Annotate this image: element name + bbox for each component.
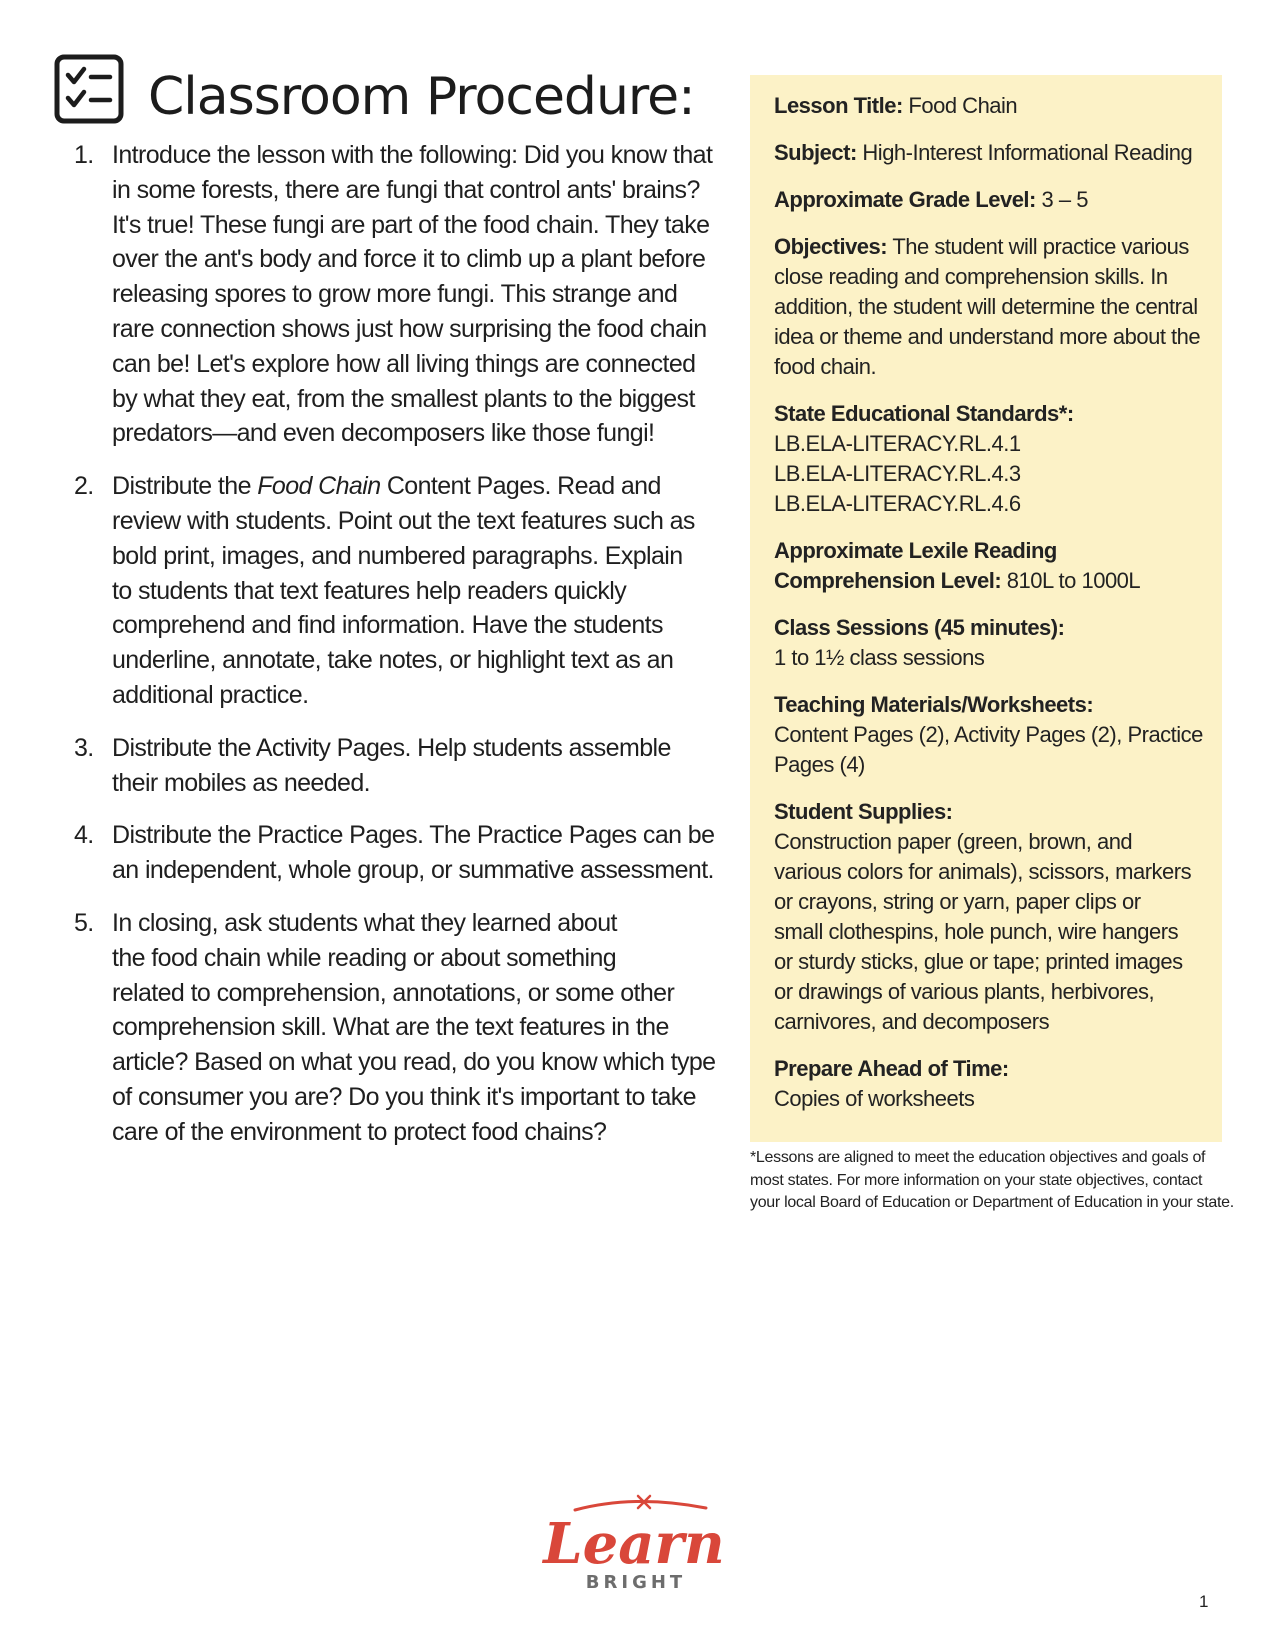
checklist-icon: [54, 54, 124, 124]
step-text-fragment: Distribute the: [112, 472, 258, 501]
standard-code: LB.ELA-LITERACY.RL.4.6: [774, 491, 1021, 516]
step-text-line: Distribute the Practice Pages. The Practice Pages can be: [112, 821, 715, 850]
objectives-field: [774, 232, 1204, 382]
logo-wordmark: Learn: [543, 1511, 725, 1577]
footnote-line: *Lessons are aligned to meet the education objectives and goals of: [750, 1149, 1206, 1166]
field-label: Student Supplies:: [774, 799, 953, 824]
teaching-materials-field: [774, 690, 1204, 780]
step-text-line: [112, 469, 730, 504]
step-number: 3.: [74, 733, 94, 762]
field-value: or crayons, string or yarn, paper clips or: [774, 889, 1141, 914]
field-value: Content Pages (2), Activity Pages (2), Practice: [774, 722, 1203, 747]
step-text-line: by what they eat, from the smallest plants to the biggest: [112, 384, 695, 413]
step-text-line: releasing spores to grow more fungi. This strange and: [112, 280, 678, 309]
procedure-list: [70, 138, 730, 1168]
field-value: small clothespins, hole punch, wire hangers: [774, 919, 1179, 944]
step-text-line: article? Based on what you read, do you know which type: [112, 1048, 716, 1077]
lexile-field: [774, 536, 1204, 596]
step-text-line: their mobiles as needed.: [112, 768, 370, 797]
field-value: food chain.: [774, 354, 877, 379]
procedure-step-3: [70, 731, 730, 801]
field-value: or sturdy sticks, glue or tape; printed images: [774, 949, 1183, 974]
grade-level-field: [774, 185, 1204, 215]
step-text-line: of consumer you are? Do you think it's important to take: [112, 1082, 696, 1111]
step-text-line: Distribute the Activity Pages. Help students assemble: [112, 733, 671, 762]
step-text-line: In closing, ask students what they learned about: [112, 908, 617, 937]
page-title: Classroom Procedure:: [148, 67, 695, 127]
step-text-line: an independent, whole group, or summative assessment.: [112, 856, 714, 885]
field-value: idea or theme and understand more about the: [774, 324, 1201, 349]
student-supplies-field: [774, 797, 1204, 1037]
step-text-line: underline, annotate, take notes, or highlight text as an: [112, 646, 674, 675]
field-label: Teaching Materials/Worksheets:: [774, 692, 1094, 717]
field-label: Objectives:: [774, 234, 888, 259]
field-value: or drawings of various plants, herbivores,: [774, 979, 1155, 1004]
procedure-step-4: [70, 818, 730, 888]
class-sessions-field: [774, 613, 1204, 673]
standards-field: [774, 399, 1204, 519]
step-text-fragment: Content Pages. Read and: [380, 472, 661, 501]
step-text-line: predators—and even decomposers like those fungi!: [112, 419, 655, 448]
step-text-line: Introduce the lesson with the following: Did you know that: [112, 141, 713, 169]
step-number: 2.: [74, 472, 94, 501]
field-label: Prepare Ahead of Time:: [774, 1056, 1009, 1081]
procedure-step-2: [70, 469, 730, 713]
field-value: Food Chain: [908, 93, 1018, 118]
field-value: Construction paper (green, brown, and: [774, 829, 1133, 854]
step-number: 5.: [74, 908, 94, 937]
step-text-line: in some forests, there are fungi that control ants' brains?: [112, 175, 700, 204]
lesson-info-panel: [750, 75, 1222, 1142]
step-number: 4.: [74, 821, 94, 850]
step-text-emphasis: Food Chain: [257, 472, 381, 501]
step-text-line: rare connection shows just how surprising the food chain: [112, 314, 707, 343]
field-value: Copies of worksheets: [774, 1086, 975, 1111]
field-label: Approximate Grade Level:: [774, 187, 1036, 212]
learn-bright-logo: [530, 1490, 740, 1600]
field-value: carnivores, and decomposers: [774, 1009, 1050, 1034]
field-value: 3 – 5: [1041, 187, 1088, 212]
field-label: State Educational Standards*:: [774, 401, 1074, 426]
footnote-line: your local Board of Education or Department of Education in your state.: [750, 1194, 1234, 1211]
logo-subtitle: BRIGHT: [585, 1572, 687, 1593]
step-text-line: the food chain while reading or about something: [112, 943, 617, 972]
step-text-line: comprehension skill. What are the text features in the: [112, 1013, 669, 1042]
field-value: various colors for animals), scissors, markers: [774, 859, 1192, 884]
field-value: The student will practice various: [892, 234, 1189, 259]
step-text-line: It's true! These fungi are part of the food chain. They take: [112, 210, 710, 239]
step-text-line: to students that text features help readers quickly: [112, 576, 627, 605]
step-text-line: bold print, images, and numbered paragraphs. Explain: [112, 541, 683, 570]
field-value: 1 to 1½ class sessions: [774, 645, 985, 670]
subject-field: [774, 138, 1204, 168]
standard-code: LB.ELA-LITERACY.RL.4.1: [774, 431, 1021, 456]
step-text-line: comprehend and find information. Have the students: [112, 611, 663, 640]
field-value: close reading and comprehension skills. In: [774, 264, 1168, 289]
step-text-line: care of the environment to protect food chains?: [112, 1117, 607, 1146]
field-label: Lesson Title:: [774, 93, 903, 118]
prepare-ahead-field: [774, 1054, 1204, 1114]
standard-code: LB.ELA-LITERACY.RL.4.3: [774, 461, 1021, 486]
field-line: [774, 232, 1204, 262]
step-text-line: can be! Let's explore how all living things are connected: [112, 349, 696, 378]
footnote-line: most states. For more information on your state objectives, contact: [750, 1171, 1203, 1189]
field-label: Subject:: [774, 140, 857, 165]
field-value: High-Interest Informational Reading: [862, 140, 1193, 165]
field-label: Class Sessions (45 minutes):: [774, 615, 1065, 640]
field-label: Comprehension Level:: [774, 568, 1002, 593]
procedure-step-1: [70, 138, 730, 451]
step-text-line: review with students. Point out the text features such as: [112, 506, 695, 535]
standards-footnote: [750, 1147, 1250, 1215]
step-number: 1.: [74, 141, 94, 169]
field-label: Approximate Lexile Reading: [774, 538, 1057, 563]
step-text-line: additional practice.: [112, 680, 309, 709]
lesson-title-field: [774, 91, 1204, 121]
field-value: 810L to 1000L: [1006, 568, 1141, 593]
field-line: [774, 566, 1204, 596]
field-value: addition, the student will determine the central: [774, 294, 1198, 319]
page-number: 1: [1199, 1592, 1209, 1611]
field-value: Pages (4): [774, 752, 865, 777]
procedure-step-5: [70, 906, 730, 1150]
step-text-line: related to comprehension, annotations, or some other: [112, 978, 675, 1007]
step-text-line: over the ant's body and force it to climb up a plant before: [112, 245, 706, 274]
